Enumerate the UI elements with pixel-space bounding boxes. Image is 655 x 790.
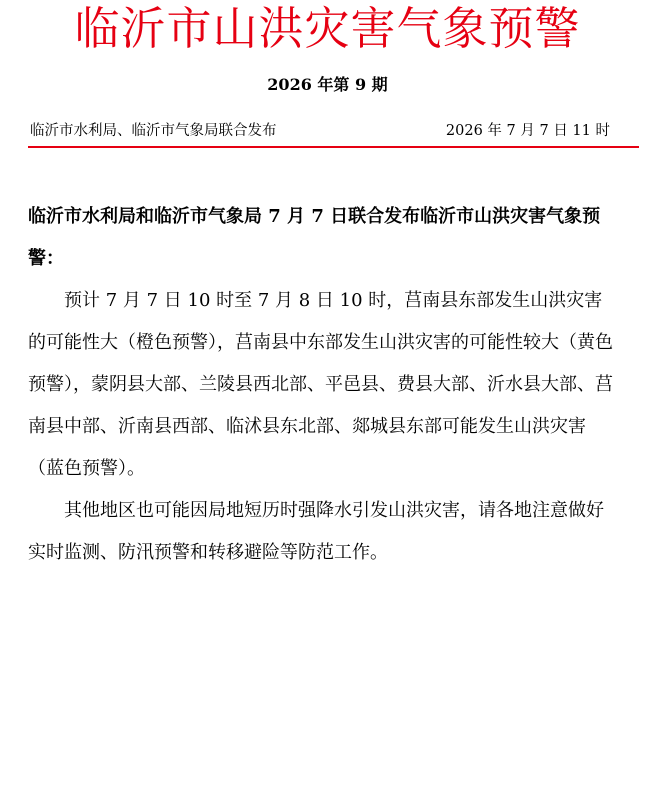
issue-date: 2026 年 7 月 7 日 11 时 xyxy=(445,123,610,139)
issue-number: 2026 年第 9 期 xyxy=(267,75,388,94)
forecast-paragraph: 预计 7 月 7 日 10 时至 7 月 8 日 10 时，莒南县东部发生山洪灾害的可能性大（橙色预警），莒南县中东部发生山洪灾害的可能性较大（黄色预警），蒙阴县大部、兰陵县西北部、平邑县、费县大部、沂水县大部、莒南县中部、沂南县西部、临沭县东北部、郯城县东部可能发生山洪灾害（蓝色预警）。 xyxy=(28,290,613,479)
lead-paragraph: 临沂市水利局和临沂市气象局 7 月 7 日联合发布临沂市山洪灾害气象预警： xyxy=(28,206,601,269)
issuer-text: 临沂市水利局、临沂市气象局联合发布 xyxy=(30,123,277,139)
red-divider xyxy=(28,146,639,148)
issuer-row xyxy=(30,120,610,142)
document-body xyxy=(28,196,613,574)
document-title: 临沂市山洪灾害气象预警 xyxy=(74,2,581,55)
advice-paragraph: 其他地区也可能因局地短历时强降水引发山洪灾害，请各地注意做好实时监测、防汛预警和转移避险等防范工作。 xyxy=(28,500,604,563)
